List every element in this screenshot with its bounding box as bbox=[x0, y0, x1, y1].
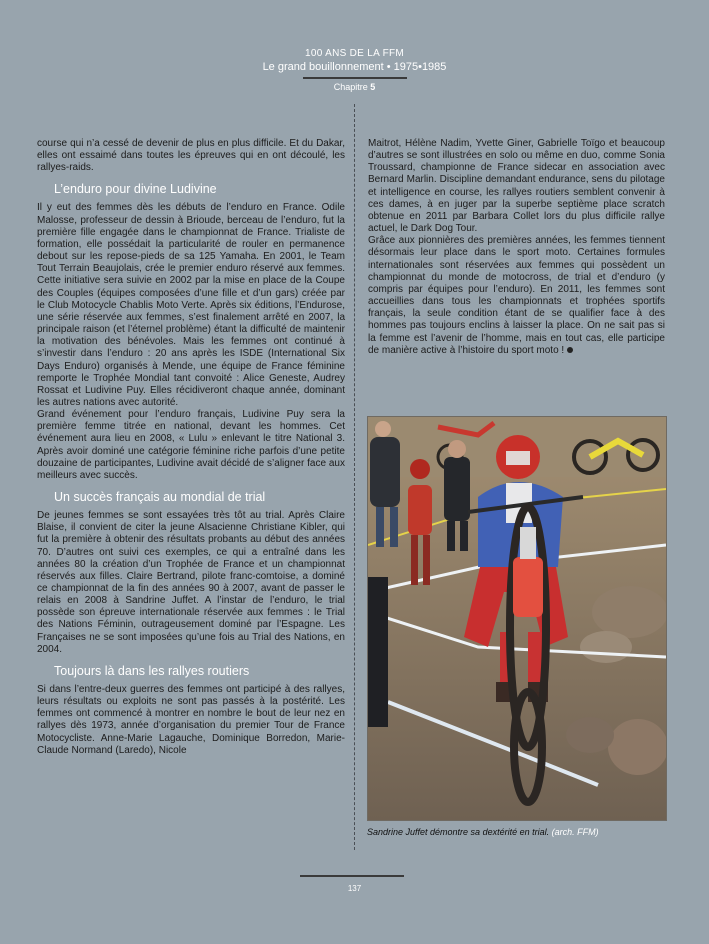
enduro-paragraph: Il y eut des femmes dès les débuts de l’enduro en France. Odile Malosse, professeur de dessin à Brioude, berceau de l’enduro, fut la première fille engagée dans le championnat de France. Trialiste de formation, elle possédait la particularité de rouler en permanence debout sur les repose-pieds de sa 125 Yamaha. En 2001, le Team Tout Terrain Beaujolais, crée le premier enduro réservé aux femmes. Cette initiative sera suivie en 2002 par la mise en place de la Coupe des Couples (équipes composées d’une fille et d’un gars) créée par le Club Motocycle Chablis Moto Verte. Après six éditions, l’Endurose, une série réservée aux femmes, s’est finalement arrêté en 2007, la principale raison (et l’éternel problème) étant la difficulté de maintenir la motivation des bénévoles. Mais les femmes ont continué à s’investir dans l’enduro : 20 ans après les ISDE (International Six Days Enduro) organisés à Mende, une équipe de France féminine remporte le Trophée Mondial tant convoité : Alice Geneste, Audrey Rossat et Ludivine Puy. Elles récidiveront chaque année, dominant les autres nations avec autorité. bbox=[37, 202, 345, 408]
footer-rule bbox=[300, 875, 404, 877]
section-heading-enduro: L’enduro pour divine Ludivine bbox=[54, 182, 217, 197]
chapter-label bbox=[0, 82, 709, 93]
trial-paragraph: De jeunes femmes se sont essayées très tôt au trial. Après Claire Blaise, il convient de citer la jeune Alsacienne Christiane Kibler, qui fut la première à obtenir des résultats probants au début des années 70. D’autres ont suivi ces exemples, ce qui a entraîné dans les années 80 la création d’un Trophée de France et un championnat réservés aux filles. Claire Bertrand, pilote franc-comtoise, a dominé ce championnat de la fin des années 90 à 2007, avant de passer le relais en 2008 à Sandrine Juffet. A l’instar de l’enduro, le trial possède son épreuve internationale réservée aux femmes : le Trial des Nations Féminin, outrageusement dominé par l’Espagne. Les Françaises ne se sont imposées qu’une fois au Trial des Nations, en 2004. bbox=[37, 510, 345, 655]
book-subtitle: Le grand bouillonnement • 1975•1985 bbox=[262, 61, 447, 73]
right-paragraph-2 bbox=[368, 235, 665, 357]
photo-credit: (arch. FFM) bbox=[551, 827, 599, 837]
trial-photo-illustration bbox=[368, 417, 666, 820]
intro-paragraph: course qui n’a cessé de devenir de plus en plus difficile. Et du Dakar, elles ont essaimé dans toutes les épreuves qui en ont découlé, les rallyes-raids. bbox=[37, 138, 345, 174]
left-column bbox=[37, 138, 345, 757]
chapter-label-text: Chapitre bbox=[333, 82, 368, 92]
right-paragraph-2-text: Grâce aux pionnières des premières années, les femmes tiennent désormais leur place dans le sport moto. Certaines formules internationales sont réservées aux femmes qui possèdent un championnat du monde de motocross, de trial et d’enduro (y compris par équipes pour l’enduro). En 2011, les femmes sont accueillies dans tous les championnats et trophées sportifs français, la seule condition étant de se qualifier face à des hommes pas toujours enclins à laisser la place. On ne sait pas si la femme est l’avenir de l’homme, mais en tout cas, elle participe de manière active à l’histoire du sport moto ! bbox=[368, 235, 665, 356]
column-divider bbox=[354, 104, 355, 850]
caption-text: Sandrine Juffet démontre sa dextérité en trial. bbox=[367, 827, 550, 837]
page-header bbox=[0, 48, 709, 93]
chapter-number: 5 bbox=[370, 82, 376, 92]
enduro-paragraph-2: Grand événement pour l’enduro français, Ludivine Puy sera la première femme titrée en national, devant les hommes. Cet événement aura lieu en 2008, « Lulu » enlevant le titre National 3. Après avoir dominé une catégorie féminine riche parfois d’une petite douzaine de participantes, Ludivine avait décidé de s’aligner face aux meilleurs avec succès. bbox=[37, 409, 345, 481]
right-column bbox=[368, 138, 665, 357]
right-paragraph-1: Maitrot, Hélène Nadim, Yvette Giner, Gabrielle Toïgo et beaucoup d’autres se sont illustrées en solo ou même en duo, comme Sonia Troussard, championne de France sidecar en association avec Bernard Marlin. Discipline demandant endurance, sens du pilotage et intelligence en course, les rallyes routiers semblent convenir à ces dames, à en juger par la superbe septième place scratch obtenue en 2011 par Barbara Collet lors du plus difficile rallye actuel, le Dark Dog Tour. bbox=[368, 138, 665, 235]
trial-photo bbox=[367, 416, 667, 821]
section-heading-trial: Un succès français au mondial de trial bbox=[54, 490, 266, 505]
end-bullet-icon bbox=[567, 347, 573, 353]
header-rule bbox=[303, 77, 407, 79]
photo-caption bbox=[367, 827, 667, 838]
page-number: 137 bbox=[347, 884, 362, 893]
book-title: 100 ANS DE LA FFM bbox=[304, 48, 405, 59]
section-heading-rallyes: Toujours là dans les rallyes routiers bbox=[54, 663, 250, 678]
rallyes-paragraph: Si dans l’entre-deux guerres des femmes ont participé à des rallyes, leurs résultats ou exploits ne sont pas passés à la postérité. Les femmes ont commencé à montrer en nombre le bout de leur nez en rallyes dès 1973, année d’organisation du premier Tour de France Motocycliste. Anne-Marie Lagauche, Dominique Borredon, Marie-Claude Normand (Laredo), Nicole bbox=[37, 683, 345, 756]
